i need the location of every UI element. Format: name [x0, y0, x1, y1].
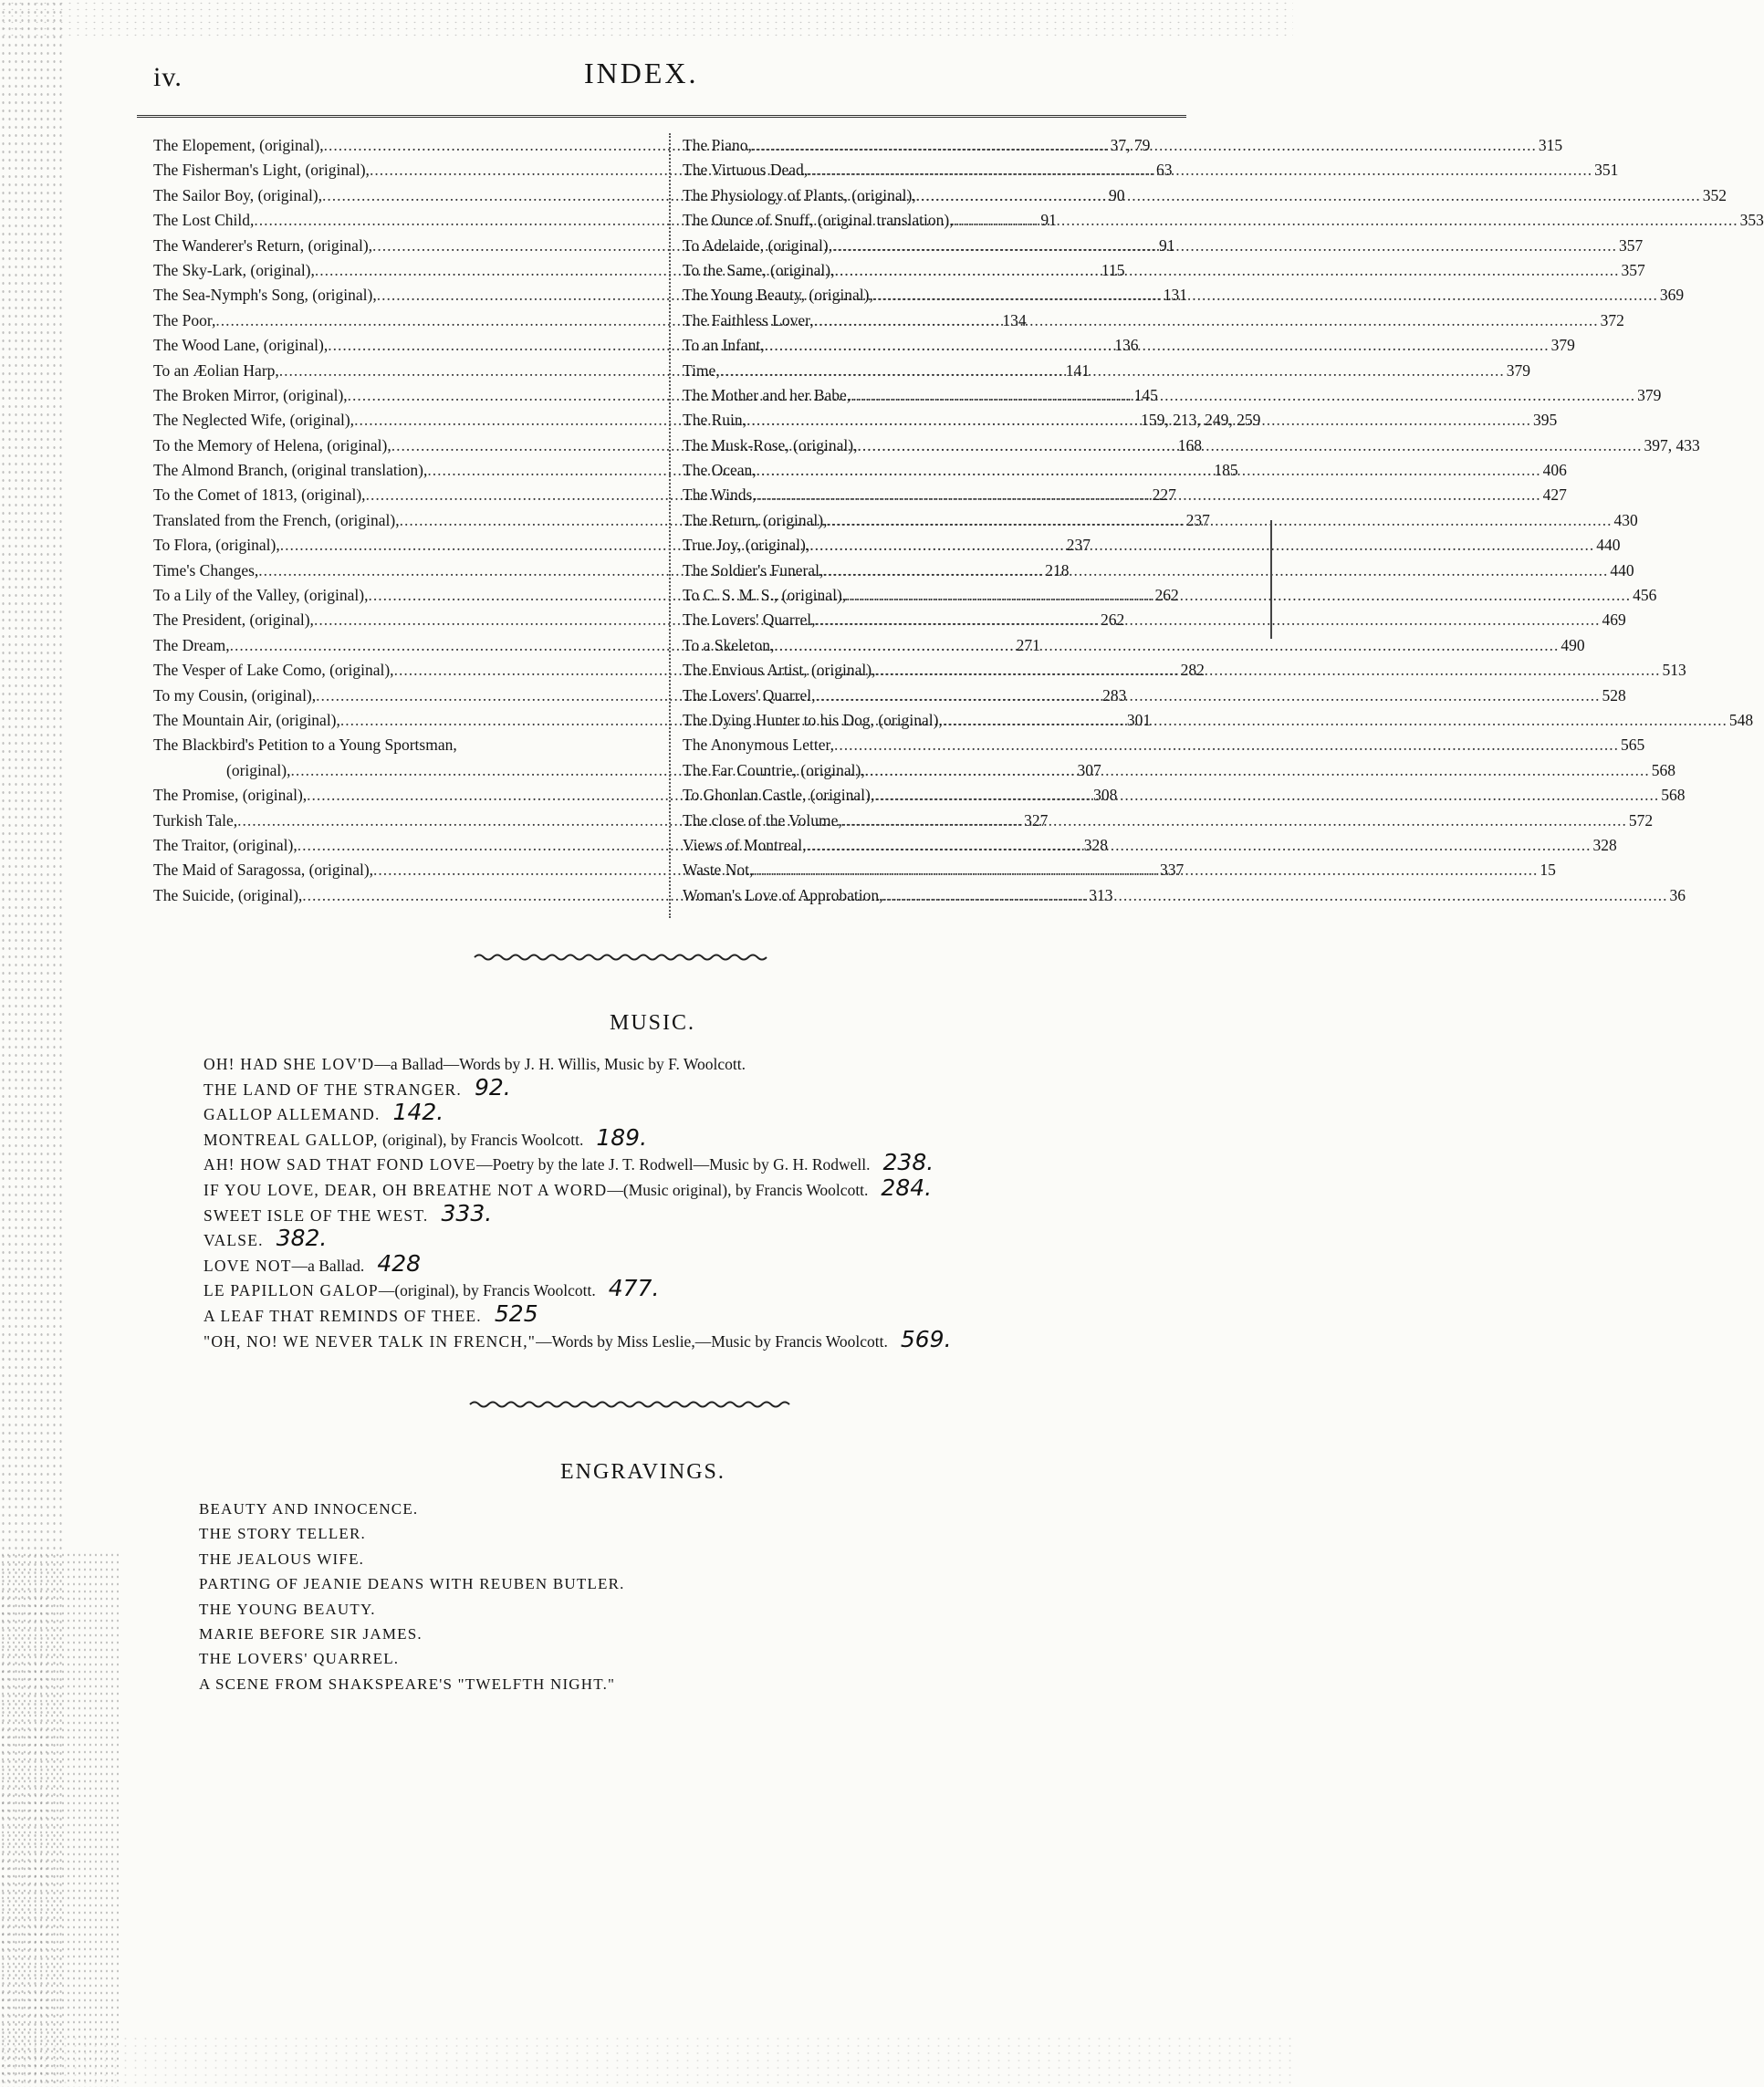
entry-title: The Dream, — [153, 635, 230, 654]
entry-pages: 327 — [1024, 810, 1049, 830]
entry-title: The Elopement, (original), — [153, 136, 324, 154]
music-credit: —(original), by Francis Woolcott. — [378, 1281, 596, 1300]
entry-pages: 159, 213, 249, 259 — [1141, 411, 1261, 430]
entry-pages: 395 — [1533, 411, 1558, 430]
entry-pages: 131 — [1163, 286, 1187, 305]
handwritten-page-number: 428 — [377, 1249, 422, 1277]
entry-pages: 271 — [1016, 635, 1040, 654]
music-title: MONTREAL GALLOP, — [204, 1130, 379, 1149]
leader-dots — [765, 333, 1550, 358]
music-credit: (original), by Francis Woolcott. — [378, 1130, 584, 1149]
entry-pages: 353 — [1739, 211, 1764, 230]
entry-title: The Lovers' Quarrel, — [683, 610, 816, 630]
index-entry — [683, 183, 1727, 208]
index-entry — [683, 558, 1634, 583]
engravings-list — [199, 1497, 625, 1696]
engraving-item: A SCENE FROM SHAKSPEARE'S "TWELFTH NIGHT." — [199, 1675, 616, 1693]
entry-title: The Neglected Wife, (original), — [153, 411, 355, 430]
entry-title: The Ocean, — [683, 461, 757, 480]
entry-title: The Lovers' Quarrel, — [683, 685, 816, 704]
entry-pages: 430 — [1613, 510, 1638, 529]
entry-pages: 227 — [1152, 485, 1176, 505]
entry-pages: 528 — [1602, 685, 1626, 704]
entry-pages: 357 — [1619, 235, 1644, 255]
entry-pages — [457, 733, 459, 757]
music-item — [204, 1251, 952, 1277]
entry-title: The Mountain Air, (original), — [153, 710, 340, 729]
entry-title: The Ounce of Snuff, (original translation), — [683, 211, 954, 230]
entry-pages: 63 — [1155, 161, 1173, 180]
leader-dots — [720, 359, 1505, 383]
music-item — [204, 1301, 952, 1327]
entry-title: The Sea-Nymph's Song, (original), — [153, 286, 377, 305]
handwritten-page-number: 142. — [392, 1099, 444, 1126]
entry-title: (original), — [226, 760, 291, 779]
entry-pages: 237 — [1066, 536, 1091, 555]
handwritten-page-number: 284. — [881, 1174, 933, 1201]
entry-pages: 548 — [1728, 710, 1754, 729]
index-entry — [683, 308, 1624, 333]
entry-title: The Faithless Lover, — [683, 310, 814, 329]
entry-pages: 357 — [1621, 260, 1645, 279]
entry-title: The Lost Child, — [153, 211, 255, 230]
entry-pages: 91 — [1040, 211, 1057, 230]
index-entry — [683, 333, 1575, 358]
entry-title: The Maid of Saragossa, (original), — [153, 861, 374, 880]
handwritten-page-number: 569. — [900, 1325, 952, 1352]
entry-pages: 568 — [1661, 786, 1686, 805]
entry-title: True Joy, (original), — [683, 536, 810, 555]
entry-title: Views of Montreal, — [683, 835, 807, 854]
entry-title: The Almond Branch, (original translation), — [153, 461, 428, 480]
entry-title: Time, — [683, 360, 720, 380]
leader-dots — [814, 308, 1599, 333]
entry-title: The Envious Artist, (original), — [683, 661, 876, 680]
entry-title: Waste Not, — [683, 861, 754, 880]
index-entry — [683, 359, 1530, 383]
entry-pages: 440 — [1596, 536, 1621, 555]
entry-title: To C. S. M. S., (original), — [683, 586, 847, 605]
entry-title: The Ruin, — [683, 411, 746, 430]
music-item — [204, 1327, 952, 1352]
entry-pages: 307 — [1077, 760, 1101, 779]
entry-pages: 379 — [1550, 336, 1575, 355]
music-item — [204, 1075, 952, 1101]
index-entry — [683, 483, 1567, 507]
entry-title: The Piano, — [683, 136, 752, 154]
entry-pages: 427 — [1542, 485, 1567, 505]
entry-title: To the Memory of Helena, (original), — [153, 435, 391, 454]
leader-dots — [851, 383, 1635, 408]
music-credit: —a Ballad—Words by J. H. Willis, Music by F. Woolcott. — [374, 1055, 746, 1073]
entry-title: The Anonymous Letter, — [683, 736, 835, 755]
entry-title: The Mother and her Babe, — [683, 385, 851, 404]
music-title: LE PAPILLON GALOP — [204, 1281, 379, 1300]
entry-title: The Return, (original), — [683, 510, 828, 529]
entry-title: To Adelaide, (original), — [683, 235, 833, 255]
music-item — [204, 1175, 952, 1201]
entry-title: To Flora, (original), — [153, 536, 280, 555]
entry-pages: 91 — [1159, 235, 1175, 255]
entry-title: The President, (original), — [153, 610, 314, 630]
index-entry — [683, 783, 1686, 808]
entry-pages: 397, 433 — [1644, 435, 1700, 454]
index-entry — [683, 833, 1617, 858]
entry-title: To Ghonlan Castle, (original), — [683, 786, 875, 805]
index-entry — [683, 758, 1675, 783]
index-entry — [683, 683, 1626, 708]
leader-dots — [816, 683, 1601, 708]
entry-pages: 308 — [1093, 786, 1118, 805]
leader-dots — [827, 508, 1612, 533]
entry-title: The Wood Lane, (original), — [153, 336, 329, 355]
music-item — [204, 1226, 952, 1251]
entry-pages: 369 — [1659, 286, 1685, 305]
ornamental-rule-1 — [475, 951, 767, 964]
header-rule — [137, 112, 1186, 118]
music-title: OH! HAD SHE LOV'D — [204, 1055, 375, 1073]
leader-dots — [832, 234, 1617, 258]
leader-dots — [808, 158, 1592, 183]
leader-dots — [943, 708, 1727, 733]
column-divider — [669, 133, 673, 918]
entry-pages: 328 — [1083, 835, 1108, 854]
entry-title: The Virtuous Dead, — [683, 161, 809, 180]
leader-dots — [834, 733, 1619, 757]
entry-pages: 282 — [1180, 661, 1205, 680]
music-list — [204, 1049, 952, 1351]
leader-dots — [753, 858, 1538, 882]
index-entry — [683, 258, 1645, 283]
music-credit: —Poetry by the late J. T. Rodwell—Music by G. H. Rodwell. — [476, 1155, 871, 1174]
entry-title: The Young Beauty, (original), — [683, 286, 873, 305]
leader-dots — [834, 258, 1619, 283]
leader-dots — [816, 608, 1601, 632]
leader-dots — [842, 809, 1627, 833]
entry-pages: 456 — [1633, 586, 1657, 605]
entry-title: To an Æolian Harp, — [153, 360, 279, 380]
handwritten-page-number: 477. — [608, 1275, 660, 1302]
entry-title: Turkish Tale, — [153, 810, 238, 830]
music-title: SWEET ISLE OF THE WEST. — [204, 1205, 429, 1225]
entry-title: The Soldier's Funeral, — [683, 560, 824, 579]
entry-pages: 315 — [1538, 136, 1563, 154]
leader-dots — [757, 458, 1541, 483]
music-credit: —(Music original), by Francis Woolcott. — [607, 1180, 869, 1199]
entry-pages: 440 — [1610, 560, 1634, 579]
music-title: "OH, NO! WE NEVER TALK IN FRENCH," — [204, 1331, 537, 1351]
leader-dots — [883, 883, 1668, 908]
entry-title: To the Comet of 1813, (original), — [153, 485, 366, 505]
index-entry — [683, 858, 1556, 882]
entry-pages: 37, 79 — [1110, 136, 1151, 154]
entry-pages: 15 — [1540, 861, 1556, 880]
entry-title: The Far Countrie, (original), — [683, 760, 865, 779]
entry-pages: 469 — [1602, 610, 1626, 630]
entry-title: Time's Changes, — [153, 560, 259, 579]
entry-title: The Traitor, (original), — [153, 835, 297, 854]
music-title: GALLOP ALLEMAND. — [204, 1105, 381, 1124]
index-entry — [683, 583, 1657, 608]
leader-dots — [809, 533, 1594, 558]
entry-title: To a Lily of the Valley, (original), — [153, 586, 369, 605]
handwritten-page-number: 238. — [882, 1149, 934, 1176]
engraving-item: THE LOVERS' QUARREL. — [199, 1650, 400, 1668]
entry-pages: 168 — [1177, 435, 1202, 454]
entry-pages: 372 — [1600, 310, 1624, 329]
entry-title: The Poor, — [153, 310, 216, 329]
leader-dots — [823, 558, 1608, 583]
handwritten-page-number: 333. — [441, 1199, 493, 1226]
music-title: LOVE NOT — [204, 1256, 292, 1275]
music-item — [204, 1049, 952, 1075]
entry-pages: 237 — [1185, 510, 1210, 529]
handwritten-page-number: 92. — [474, 1073, 511, 1101]
engravings-heading: ENGRAVINGS. — [560, 1460, 725, 1484]
entry-title: To my Cousin, (original), — [153, 685, 317, 704]
engraving-item: THE STORY TELLER. — [199, 1525, 367, 1543]
entry-pages: 262 — [1100, 610, 1125, 630]
music-item — [204, 1150, 952, 1175]
entry-pages: 90 — [1109, 185, 1125, 204]
entry-pages: 115 — [1101, 260, 1125, 279]
index-entry — [683, 883, 1686, 908]
entry-pages: 379 — [1637, 385, 1662, 404]
leader-dots — [865, 758, 1650, 783]
entry-title: The Sky-Lark, (original), — [153, 260, 315, 279]
entry-title: The Physiology of Plants, (original), — [683, 185, 916, 204]
page-title: INDEX. — [584, 57, 699, 89]
entry-pages: 337 — [1160, 861, 1185, 880]
entry-pages: 490 — [1560, 635, 1585, 654]
entry-title: The Blackbird's Petition to a Young Sportsman, — [153, 736, 457, 755]
index-entry — [683, 533, 1621, 558]
music-title: IF YOU LOVE, DEAR, OH BREATHE NOT A WORD — [204, 1180, 608, 1199]
entry-pages: 136 — [1114, 336, 1139, 355]
index-entry — [683, 383, 1662, 408]
entry-title: The Broken Mirror, (original), — [153, 385, 348, 404]
index-entry — [153, 733, 660, 757]
entry-title: Translated from the French, (original), — [153, 510, 400, 529]
entry-title: The Winds, — [683, 485, 757, 505]
index-entry — [683, 708, 1754, 733]
leader-dots — [746, 408, 1531, 433]
entry-pages: 352 — [1702, 185, 1727, 204]
page-number: iv. — [153, 62, 183, 92]
index-entry — [683, 208, 1764, 233]
entry-pages: 565 — [1621, 736, 1645, 755]
leader-dots — [875, 658, 1660, 683]
music-title: THE LAND OF THE STRANGER. — [204, 1080, 462, 1099]
index-entry — [683, 608, 1626, 632]
entry-title: To an Infant, — [683, 336, 765, 355]
index-entry — [683, 133, 1563, 158]
entry-pages: 134 — [1002, 310, 1027, 329]
index-entry — [683, 633, 1585, 658]
music-heading: MUSIC. — [610, 1011, 696, 1035]
music-credit: —a Ballad. — [291, 1256, 365, 1275]
leader-dots — [752, 133, 1537, 158]
leader-dots — [916, 183, 1701, 208]
leader-dots — [874, 783, 1659, 808]
index-entry — [683, 733, 1645, 757]
entry-title: The close of the Volume, — [683, 810, 842, 830]
engraving-item: BEAUTY AND INNOCENCE. — [199, 1500, 419, 1518]
music-item — [204, 1100, 952, 1125]
entry-pages: 218 — [1045, 560, 1070, 579]
engraving-item: PARTING OF JEANIE DEANS WITH REUBEN BUTLER. — [199, 1575, 625, 1593]
leader-dots — [807, 833, 1592, 858]
entry-pages: 572 — [1628, 810, 1654, 830]
music-item — [204, 1276, 952, 1301]
entry-title: The Promise, (original), — [153, 786, 308, 805]
scan-speckle-top — [0, 0, 1293, 37]
entry-title: Woman's Love of Approbation, — [683, 885, 883, 904]
entry-pages: 379 — [1506, 360, 1530, 380]
scan-speckle-bottom — [0, 2035, 1293, 2087]
leader-dots — [757, 483, 1541, 507]
leader-dots — [954, 208, 1738, 233]
engraving-item: THE YOUNG BEAUTY. — [199, 1600, 376, 1618]
music-item — [204, 1125, 952, 1151]
music-title: AH! HOW SAD THAT FOND LOVE — [204, 1155, 477, 1174]
entry-pages: 262 — [1154, 586, 1179, 605]
entry-pages: 406 — [1542, 461, 1567, 480]
leader-dots — [774, 633, 1559, 658]
leader-dots — [846, 583, 1631, 608]
index-entry — [683, 158, 1619, 183]
entry-pages: 351 — [1594, 161, 1619, 180]
entry-pages: 568 — [1651, 760, 1675, 779]
entry-title: The Suicide, (original), — [153, 885, 303, 904]
leader-dots — [858, 433, 1643, 458]
entry-title: To the Same, (original), — [683, 260, 835, 279]
entry-pages: 313 — [1089, 885, 1113, 904]
entry-title: To a Skeleton, — [683, 635, 775, 654]
music-item — [204, 1201, 952, 1226]
index-entry — [683, 283, 1685, 308]
entry-pages: 185 — [1214, 461, 1238, 480]
music-title: A LEAF THAT REMINDS OF THEE. — [204, 1306, 482, 1325]
leader-dots — [873, 283, 1658, 308]
entry-title: The Wanderer's Return, (original), — [153, 235, 373, 255]
entry-pages: 145 — [1133, 385, 1158, 404]
music-credit: —Words by Miss Leslie,—Music by Francis Woolcott. — [536, 1331, 888, 1351]
entry-title: The Fisherman's Light, (original), — [153, 161, 370, 180]
entry-title: The Dying Hunter to his Dog, (original), — [683, 710, 943, 729]
entry-pages: 328 — [1592, 835, 1617, 854]
entry-pages: 513 — [1662, 661, 1686, 680]
entry-pages: 283 — [1102, 685, 1127, 704]
music-title: VALSE. — [204, 1231, 264, 1250]
handwritten-page-number: 382. — [276, 1225, 328, 1252]
entry-pages: 36 — [1669, 885, 1686, 904]
handwritten-page-number: 189. — [596, 1123, 648, 1151]
index-entry — [683, 234, 1644, 258]
entry-pages: 141 — [1065, 360, 1091, 380]
engraving-item: THE JEALOUS WIFE. — [199, 1550, 365, 1568]
entry-title: The Vesper of Lake Como, (original), — [153, 661, 394, 680]
scan-edge-mark — [1270, 520, 1272, 639]
ornamental-rule-2 — [470, 1398, 789, 1411]
entry-title: The Sailor Boy, (original), — [153, 185, 323, 204]
entry-pages: 301 — [1126, 710, 1152, 729]
index-entry — [683, 809, 1654, 833]
handwritten-page-number: 525 — [494, 1299, 538, 1327]
engraving-item: MARIE BEFORE SIR JAMES. — [199, 1624, 423, 1643]
scan-speckle-left-lower — [0, 1551, 119, 2087]
entry-title: The Musk-Rose, (original), — [683, 435, 858, 454]
